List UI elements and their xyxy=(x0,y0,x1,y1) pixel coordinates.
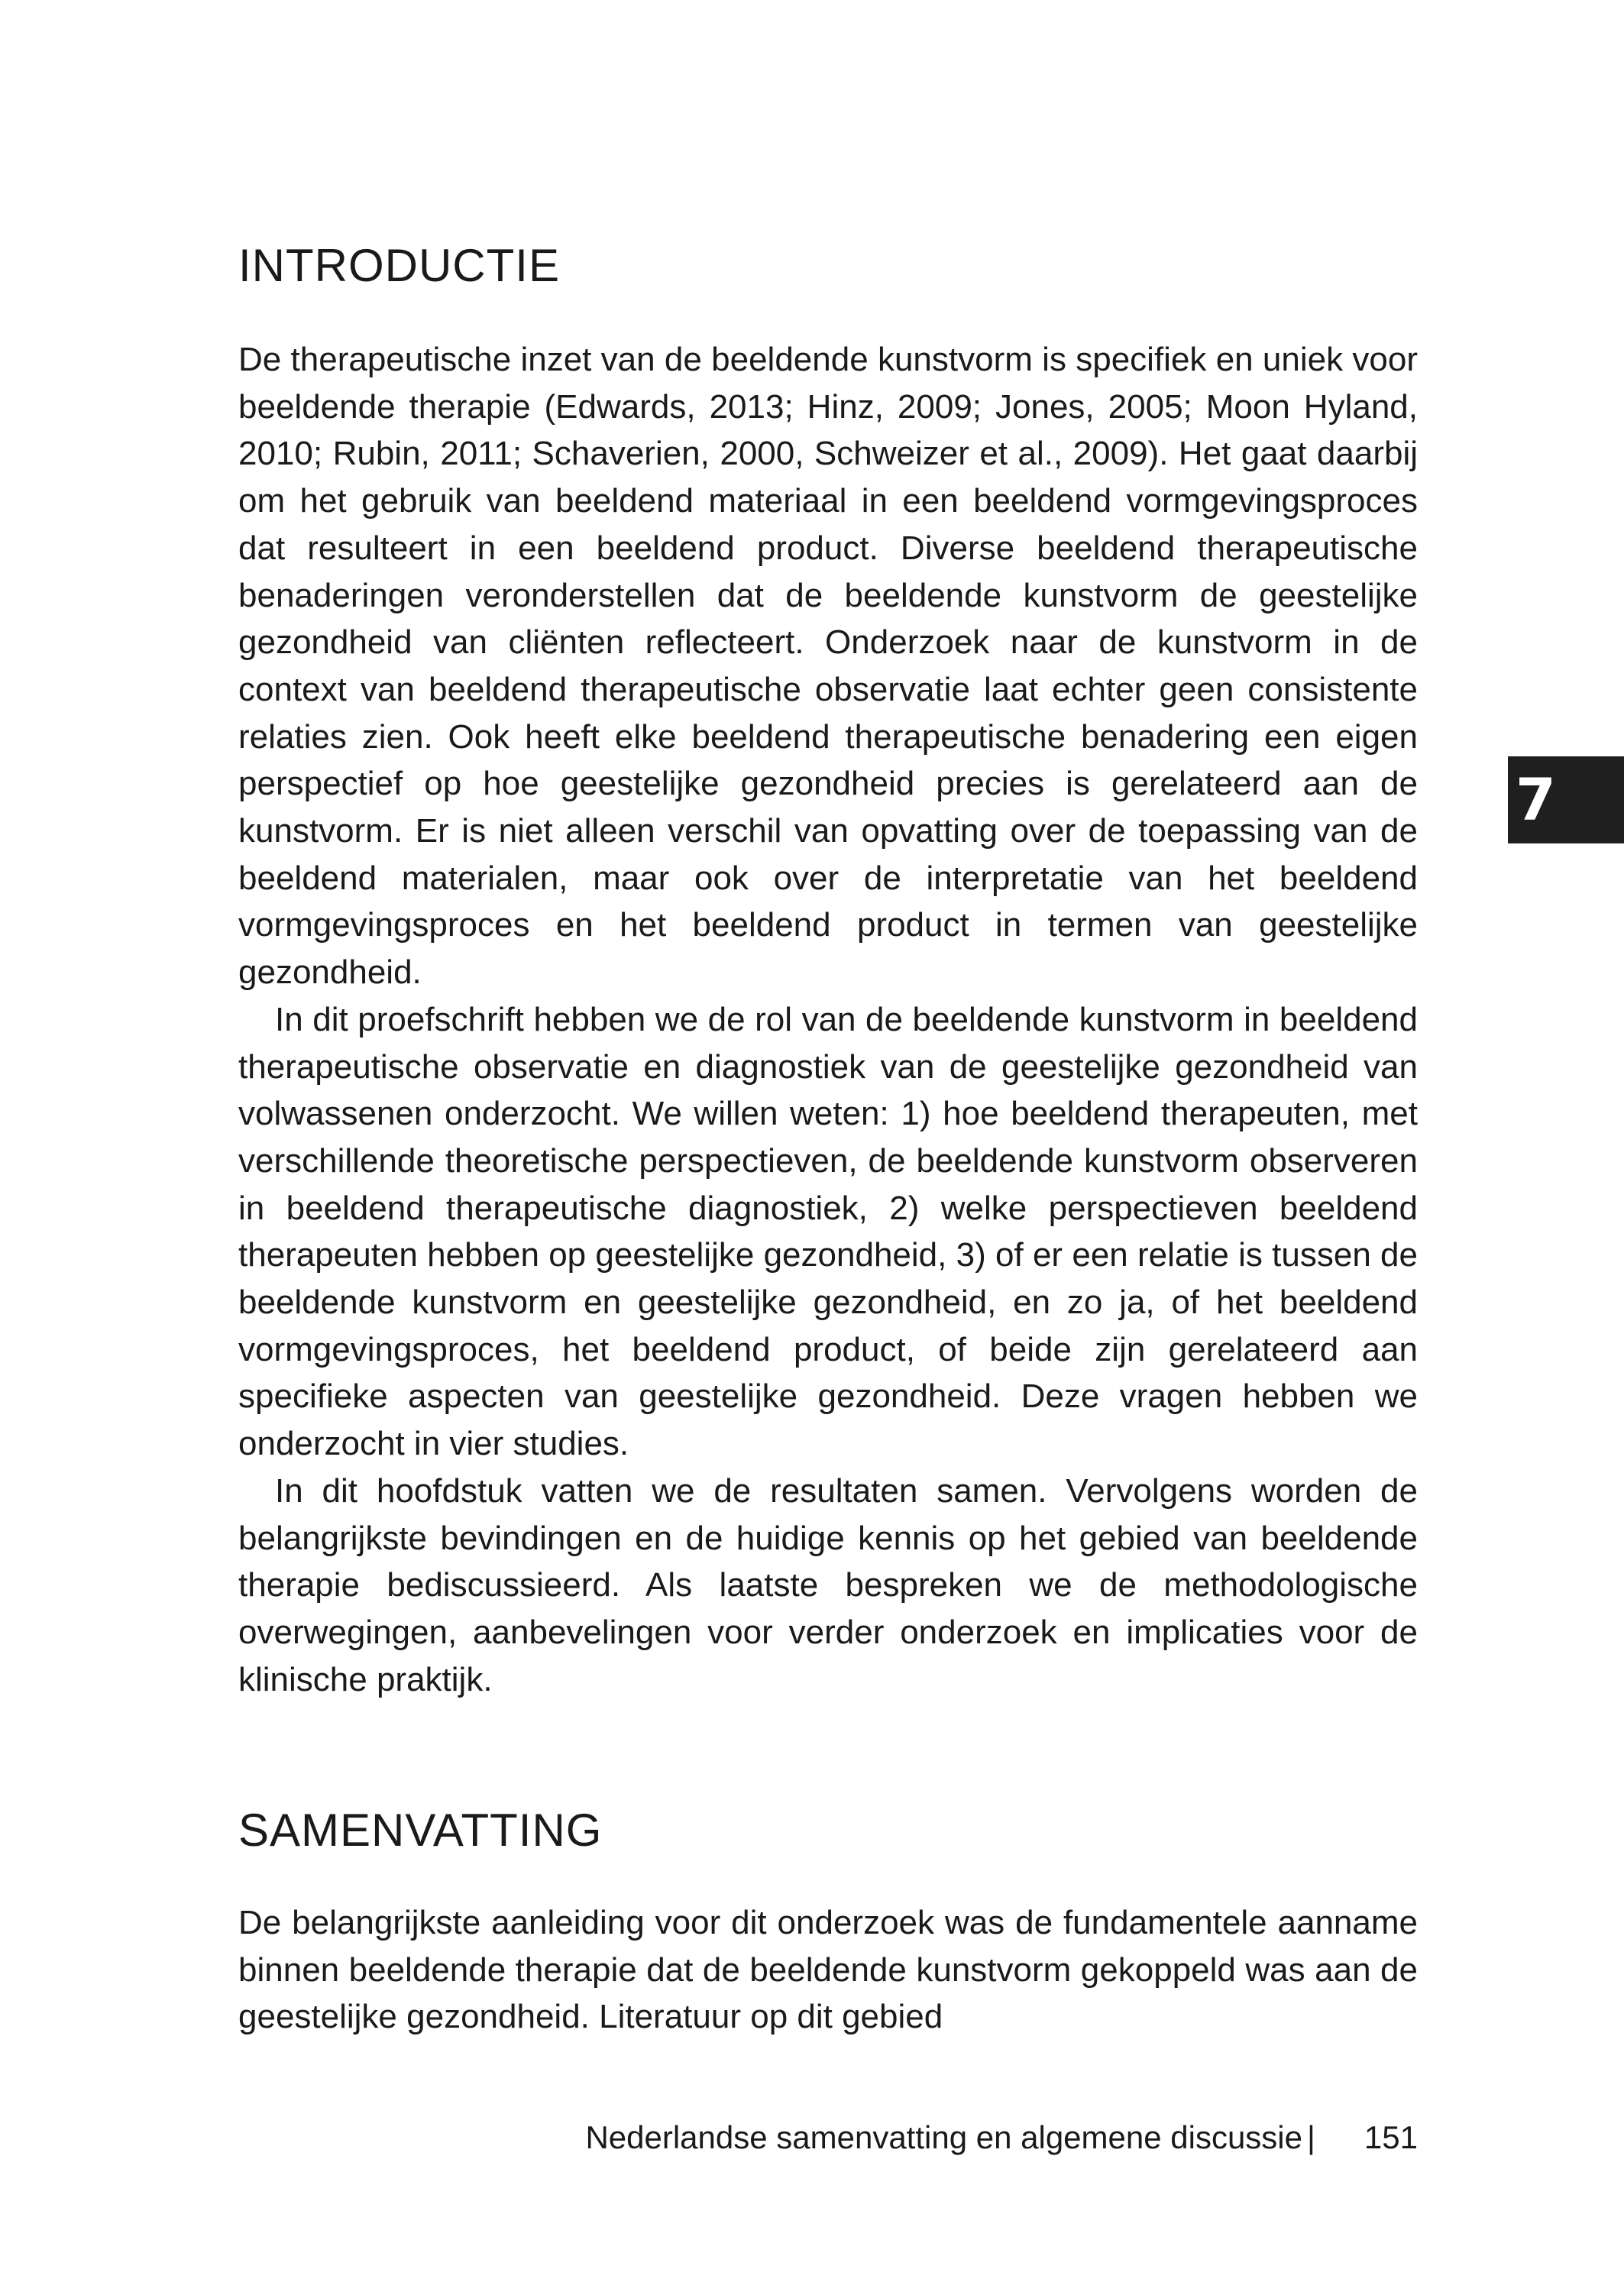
introductie-body xyxy=(238,336,1418,1703)
paragraph: In dit proefschrift hebben we de rol van de beeldende kunstvorm in beeldend therapeutische observatie en diagnostiek van de geestelijke gezondheid van volwassenen onderzocht. We willen weten: 1) hoe beeldend therapeuten, met verschillende theoretische perspectieven, de beeldende kunstvorm observeren in beeldend therapeutische diagnostiek, 2) welke perspectieven beeldend therapeuten hebben op geestelijke gezondheid, 3) of er een relatie is tussen de beeldende kunstvorm en geestelijke gezondheid, en zo ja, of het beeldend vormgevingsproces, het beeldend product, of beide zijn gerelateerd aan specifieke aspecten van geestelijke gezondheid. Deze vragen hebben we onderzocht in vier studies. xyxy=(238,1000,1418,1463)
samenvatting-body xyxy=(238,1899,1418,2041)
running-title: Nederlandse samenvatting en algemene discussie xyxy=(585,2119,1302,2155)
chapter-number: 7 xyxy=(1516,766,1556,834)
section-heading-samenvatting: SAMENVATTING xyxy=(238,1805,603,1856)
paragraph: De belangrijkste aanleiding voor dit onderzoek was de fundamentele aanname binnen beeldende therapie dat de beeldende kunstvorm gekoppeld was aan de geestelijke gezondheid. Literatuur op dit gebied xyxy=(238,1904,1418,2036)
paragraph: De therapeutische inzet van de beeldende kunstvorm is specifiek en uniek voor beeldende therapie (Edwards, 2013; Hinz, 2009; Jones, 2005; Moon Hyland, 2010; Rubin, 2011; Schaverien, 2000, Schweizer et al., 2009). Het gaat daarbij om het gebruik van beeldend materiaal in een beeldend vormgevingsproces dat resulteert in een beeldend product. Diverse beeldend therapeutische benaderingen veronderstellen dat de beeldende kunstvorm de geestelijke gezondheid van cliënten reflecteert. Onderzoek naar de kunstvorm in de context van beeldend therapeutische observatie laat echter geen consistente relaties zien. Ook heeft elke beeldend therapeutische benadering een eigen perspectief op hoe geestelijke gezondheid precies is gerelateerd aan de kunstvorm. Er is niet alleen verschil van opvatting over de toepassing van de beeldend materialen, maar ook over de interpretatie van het beeldend vormgevingsproces en het beeldend product in termen van geestelijke gezondheid. xyxy=(238,341,1418,992)
page-number: 151 xyxy=(1364,2119,1418,2155)
paragraph: In dit hoofdstuk vatten we de resultaten samen. Vervolgens worden de belangrijkste bevindingen en de huidige kennis op het gebied van beeldende therapie bediscussieerd. Als laatste bespreken we de methodologische overwegingen, aanbevelingen voor verder onderzoek en implicaties voor de klinische praktijk. xyxy=(238,1471,1418,1698)
page-footer xyxy=(238,2116,1418,2159)
chapter-tab xyxy=(1508,756,1624,843)
footer-separator: | xyxy=(1307,2119,1315,2155)
section-heading-introductie: INTRODUCTIE xyxy=(238,240,560,291)
